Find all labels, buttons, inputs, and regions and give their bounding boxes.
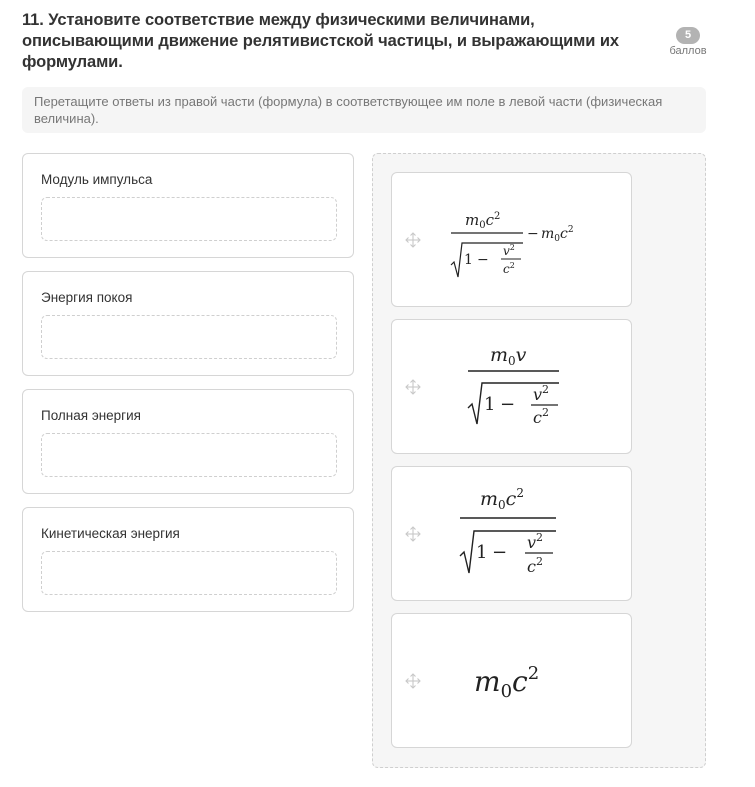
svg-text:1: 1 bbox=[476, 542, 488, 563]
instruction-box: Перетащите ответы из правой части (формула) в соответствующее им поле в левой части (физическая величина). bbox=[22, 87, 706, 133]
move-icon[interactable] bbox=[404, 672, 422, 690]
svg-text:m0c2: $m_0c^2$ bbox=[541, 225, 574, 244]
answer-card-rest-energy-formula[interactable] bbox=[391, 613, 632, 748]
points-indicator bbox=[668, 27, 708, 58]
drop-zone-momentum[interactable] bbox=[41, 197, 337, 241]
drop-zone-kinetic-energy[interactable] bbox=[41, 551, 337, 595]
move-icon[interactable] bbox=[404, 378, 422, 396]
formula-rest-energy bbox=[470, 659, 570, 704]
target-label: Полная энергия bbox=[41, 408, 141, 423]
svg-text:−: − bbox=[492, 542, 508, 563]
svg-text:c2: $c^2$ bbox=[527, 555, 543, 576]
answer-card-total-energy-formula[interactable] bbox=[391, 466, 632, 601]
target-card-momentum bbox=[22, 153, 354, 258]
target-label: Кинетическая энергия bbox=[41, 526, 180, 541]
svg-text:−: − bbox=[500, 394, 516, 415]
question-title: 11. Установите соответствие между физическими величинами, описывающими движение релятивистской частицы, и выражающими их формулами. bbox=[22, 11, 619, 71]
drop-zone-rest-energy[interactable] bbox=[41, 315, 337, 359]
svg-text:m0c2: $m_0c^2$ bbox=[480, 486, 524, 512]
targets-column bbox=[22, 153, 354, 625]
target-label: Модуль импульса bbox=[41, 172, 153, 187]
drop-zone-total-energy[interactable] bbox=[41, 433, 337, 477]
svg-text:v2: $v^2$ bbox=[533, 383, 550, 404]
target-card-total-energy bbox=[22, 389, 354, 494]
answers-pool[interactable] bbox=[372, 153, 706, 768]
svg-text:−: − bbox=[527, 226, 539, 242]
svg-text:1: 1 bbox=[484, 394, 496, 415]
points-badge: 5 bbox=[676, 27, 700, 44]
svg-text:c2: $c^2$ bbox=[503, 261, 515, 276]
answer-card-kinetic-formula[interactable] bbox=[391, 172, 632, 307]
target-card-kinetic-energy bbox=[22, 507, 354, 612]
question-header bbox=[22, 10, 662, 73]
svg-text:m0v: $m_0v$ bbox=[490, 344, 527, 368]
svg-text:1: 1 bbox=[464, 252, 473, 268]
answer-card-momentum-formula[interactable] bbox=[391, 319, 632, 454]
formula-total-energy bbox=[454, 481, 564, 586]
target-label: Энергия покоя bbox=[41, 290, 133, 305]
formula-momentum bbox=[464, 338, 564, 438]
svg-text:−: − bbox=[477, 252, 489, 268]
move-icon[interactable] bbox=[404, 231, 422, 249]
svg-text:v2: $v^2$ bbox=[503, 243, 515, 258]
svg-text:m0c2: $m_0c^2$ bbox=[465, 211, 501, 231]
svg-text:m0c2: $m_0c^2$ bbox=[474, 663, 540, 702]
svg-text:c2: $c^2$ bbox=[533, 406, 549, 427]
formula-kinetic-energy bbox=[447, 203, 587, 283]
move-icon[interactable] bbox=[404, 525, 422, 543]
svg-text:v2: $v^2$ bbox=[527, 531, 544, 552]
points-label: баллов bbox=[669, 45, 707, 57]
target-card-rest-energy bbox=[22, 271, 354, 376]
